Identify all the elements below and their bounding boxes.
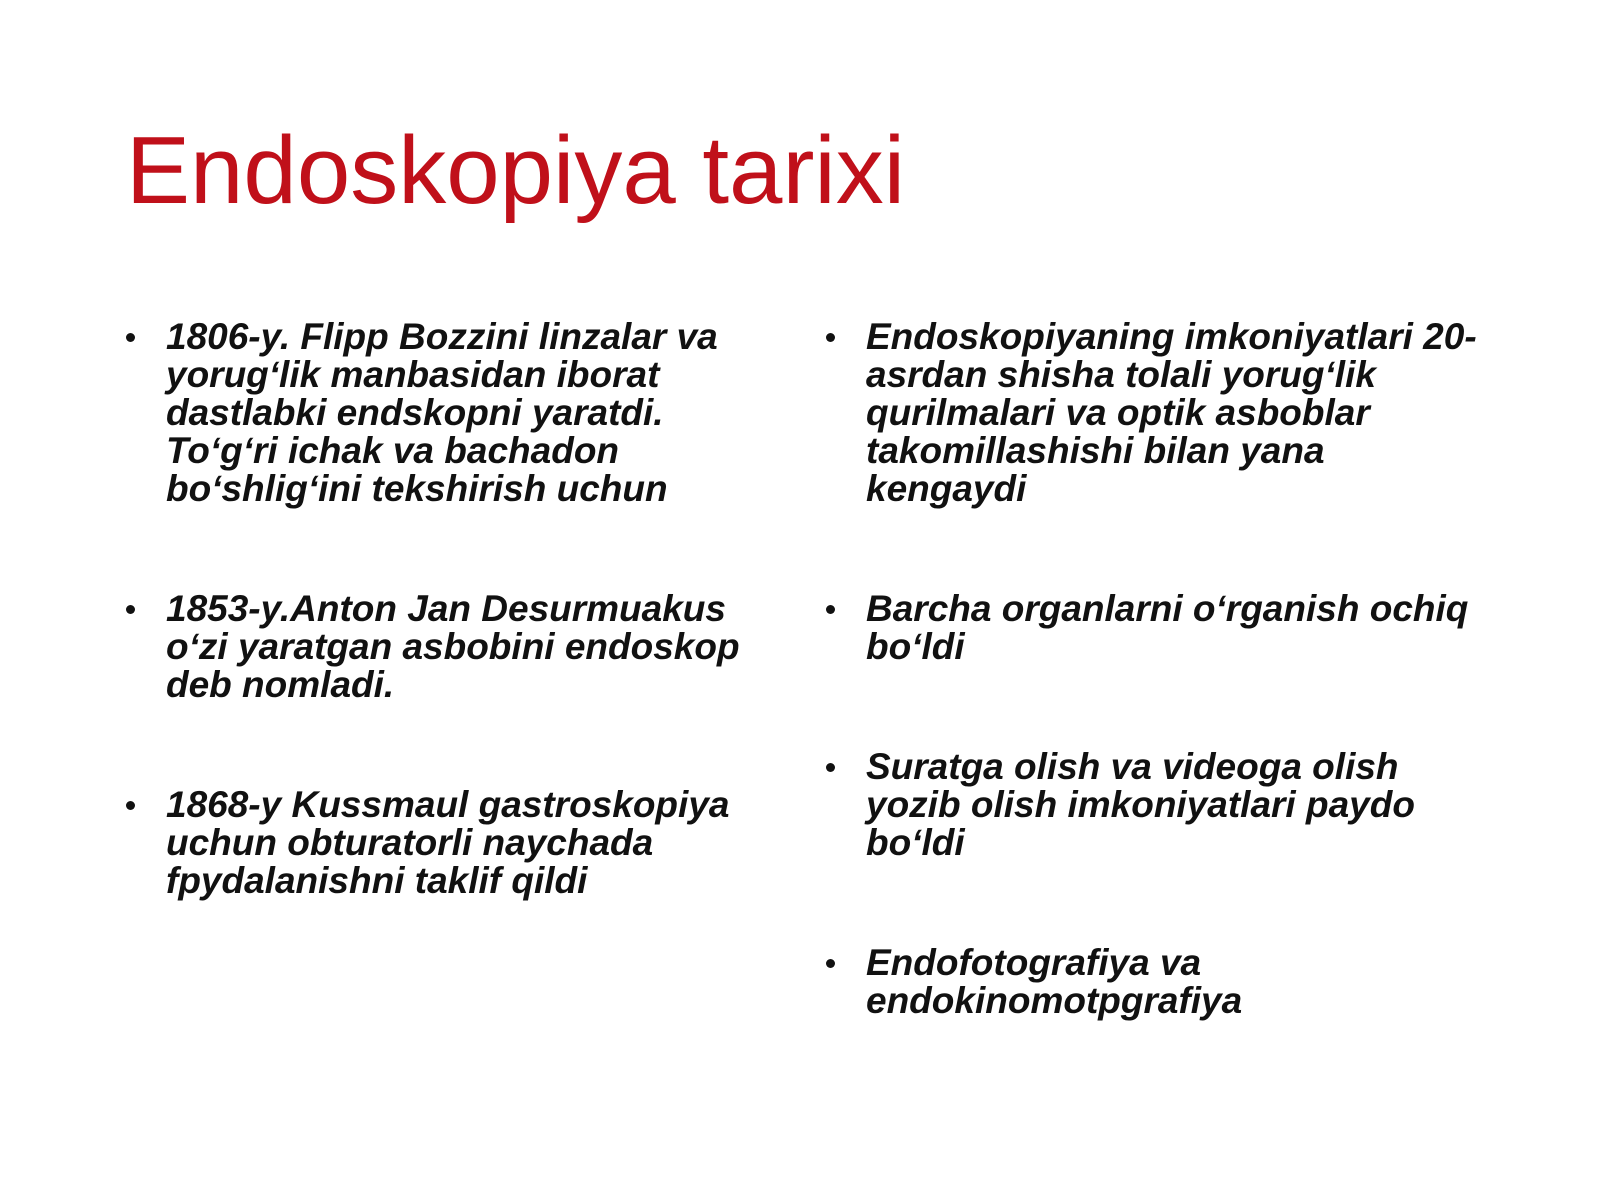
- bullet-text: 1853-y.Anton Jan Desurmuakus o‘zi yaratgan asbobini endoskop deb nomladi.: [166, 588, 740, 705]
- bullet-dot-icon: [126, 801, 135, 810]
- left-bullet-list: [122, 318, 772, 900]
- bullet-item: [122, 590, 772, 704]
- bullet-item: [822, 944, 1482, 1020]
- bullet-item: [122, 318, 772, 508]
- bullet-dot-icon: [826, 605, 835, 614]
- bullet-dot-icon: [826, 763, 835, 772]
- bullet-dot-icon: [126, 605, 135, 614]
- bullet-text: 1868-y Kussmaul gastroskopiya uchun obturatorli naychada fpydalanishni taklif qildi: [166, 784, 730, 901]
- bullet-item: [822, 590, 1482, 666]
- bullet-text: Suratga olish va videoga olish yozib olish imkoniyatlari paydo bo‘ldi: [866, 746, 1415, 863]
- bullet-item: [122, 786, 772, 900]
- bullet-text: Endofotografiya va endokinomotpgrafiya: [866, 942, 1243, 1021]
- bullet-text: Endoskopiyaning imkoniyatlari 20-asrdan shisha tolali yorug‘lik qurilmalari va optik asboblar takomillashishi bilan yana kengaydi: [866, 316, 1477, 509]
- bullet-item: [822, 748, 1482, 862]
- slide-title: Endoskopiya tarixi: [126, 117, 906, 224]
- bullet-dot-icon: [826, 959, 835, 968]
- bullet-text: 1806-y. Flipp Bozzini linzalar va yorug‘lik manbasidan iborat dastlabki endskopni yaratdi. To‘g‘ri ichak va bachadon bo‘shlig‘ini tekshirish uchun: [166, 316, 718, 509]
- bullet-dot-icon: [826, 333, 835, 342]
- bullet-text: Barcha organlarni o‘rganish ochiq bo‘ldi: [866, 588, 1469, 667]
- bullet-dot-icon: [126, 333, 135, 342]
- bullet-item: [822, 318, 1482, 508]
- right-bullet-list: [822, 318, 1482, 1020]
